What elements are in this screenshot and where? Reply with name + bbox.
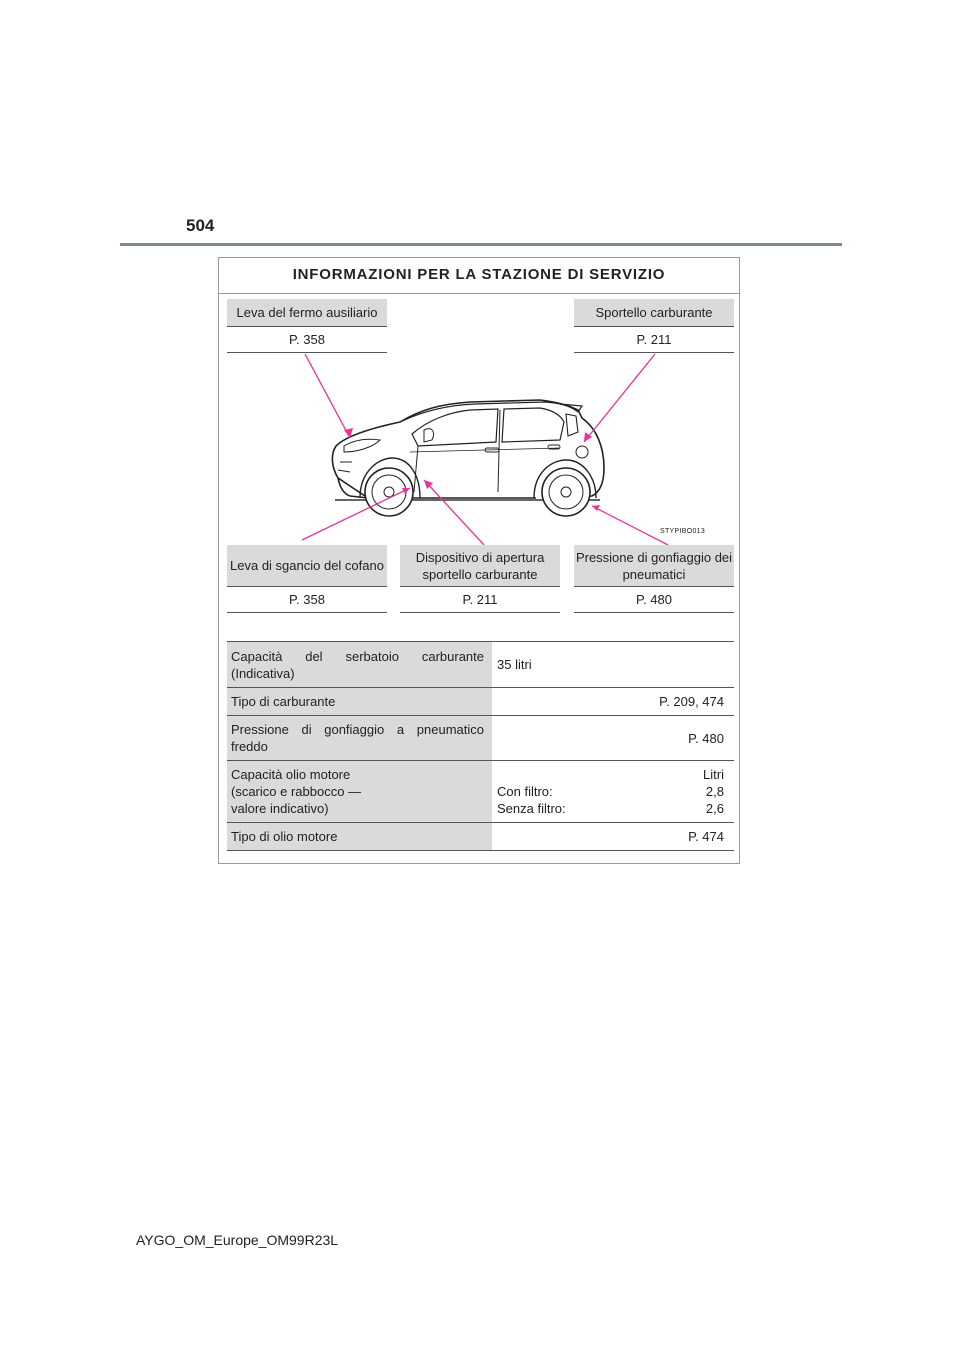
- page-reference: P. 211: [574, 327, 734, 353]
- spec-label: Tipo di olio motore: [227, 823, 492, 851]
- leader-tire-pressure: [592, 506, 668, 545]
- page-reference: P. 480: [574, 587, 734, 613]
- table-row: [227, 642, 734, 688]
- spec-label: Tipo di carburante: [227, 688, 492, 716]
- spec-label: Pressione di gonfiaggio a pneumatico freddo: [227, 716, 492, 761]
- page-reference: P. 358: [227, 327, 387, 353]
- spec-table: [227, 641, 734, 851]
- spec-label: [227, 761, 492, 823]
- spec-label: Capacità del serbatoio carburante (Indicativa): [227, 642, 492, 688]
- table-row: [227, 688, 734, 716]
- header-rule: [120, 243, 842, 246]
- spec-label-line: (scarico e rabbocco —: [231, 784, 362, 799]
- spec-label-line: valore indicativo): [231, 801, 329, 816]
- image-code: STYPIBO013: [660, 528, 706, 535]
- table-row: [227, 716, 734, 761]
- callout-tire-pressure: [574, 545, 734, 613]
- leader-fuel-door-opener: [424, 480, 484, 545]
- unit-label: Litri: [703, 767, 724, 782]
- spec-label-line: Capacità olio motore: [231, 767, 351, 782]
- leader-aux-latch: [305, 354, 350, 438]
- with-filter-label: Con filtro:: [497, 784, 553, 799]
- page-reference: P. 358: [227, 587, 387, 613]
- callout-label: Leva di sgancio del cofano: [227, 545, 387, 587]
- callout-fuel-door-opener: [400, 545, 560, 613]
- oil-without-filter: [497, 800, 724, 817]
- document-footer: AYGO_OM_Europe_OM99R23L: [136, 1232, 339, 1248]
- page-number: 504: [186, 216, 215, 235]
- callout-label: Dispositivo di apertura sportello carburante: [400, 545, 560, 587]
- callout-label: Sportello carburante: [574, 299, 734, 327]
- callout-aux-latch-lever: [227, 299, 387, 353]
- oil-with-filter: [497, 783, 724, 800]
- table-row: [227, 761, 734, 823]
- spec-value: 35 litri: [492, 642, 734, 688]
- spec-value: P. 209, 474: [492, 688, 734, 716]
- spec-value: P. 480: [492, 716, 734, 761]
- with-filter-value: 2,8: [705, 784, 724, 799]
- spec-value: [492, 761, 734, 823]
- page-reference: P. 211: [400, 587, 560, 613]
- car-side-illustration: [225, 350, 735, 550]
- callout-label: Pressione di gonfiaggio dei pneumatici: [574, 545, 734, 587]
- callout-hood-release-lever: [227, 545, 387, 613]
- callout-fuel-door: [574, 299, 734, 353]
- leader-fuel-door: [584, 354, 655, 442]
- spec-value: P. 474: [492, 823, 734, 851]
- without-filter-label: Senza filtro:: [497, 801, 566, 816]
- without-filter-value: 2,6: [705, 801, 724, 816]
- table-row: [227, 823, 734, 851]
- callout-label: Leva del fermo ausiliario: [227, 299, 387, 327]
- panel-title: INFORMAZIONI PER LA STAZIONE DI SERVIZIO: [219, 258, 739, 294]
